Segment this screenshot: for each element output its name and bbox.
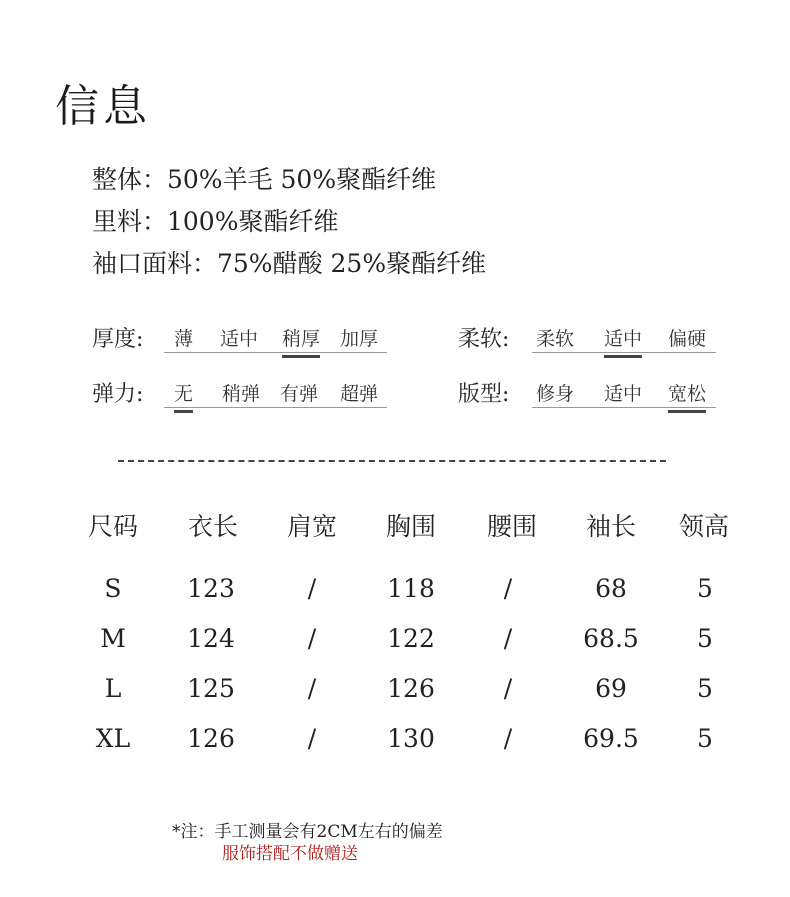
page-title: 信息: [55, 81, 151, 132]
header-length: 衣长: [187, 512, 238, 541]
header-size: 尺码: [87, 512, 138, 541]
rating-option-selected: 适中: [604, 324, 642, 351]
rating-option-selected: 宽松: [668, 379, 706, 406]
rating-option: 薄: [174, 328, 194, 350]
info-line-overall: 整体：50%羊毛 50%聚酯纤维: [92, 165, 437, 194]
rating-label: 弹力:: [92, 382, 144, 407]
measurement-note: *注：手工测量会有2CM左右的偏差: [172, 822, 443, 842]
cell-collar: 5: [697, 574, 713, 603]
accessory-note: 服饰搭配不做赠送: [222, 844, 358, 864]
info-line-lining: 里料：100%聚酯纤维: [92, 207, 339, 236]
cell-shoulder: /: [307, 574, 317, 603]
rating-option: 加厚: [340, 328, 379, 350]
header-collar: 领高: [678, 512, 729, 541]
header-waist: 腰围: [486, 512, 537, 541]
cell-waist: /: [503, 674, 513, 703]
cell-collar: 5: [697, 674, 713, 703]
cell-waist: /: [503, 624, 513, 653]
cell-chest: 122: [387, 624, 435, 653]
cell-collar: 5: [697, 724, 713, 753]
info-line-cuff: 袖口面料：75%醋酸 25%聚酯纤维: [92, 249, 487, 278]
rating-option: 修身: [536, 383, 575, 405]
header-shoulder: 肩宽: [286, 512, 337, 541]
cell-sleeve: 68.5: [583, 624, 639, 653]
rating-option: 稍弹: [222, 383, 261, 405]
cell-chest: 118: [387, 574, 435, 603]
rating-options: [164, 377, 387, 408]
cell-length: 124: [187, 624, 235, 653]
cell-shoulder: /: [307, 674, 317, 703]
cell-size: M: [100, 624, 126, 653]
cell-length: 125: [187, 674, 235, 703]
cell-chest: 130: [387, 724, 435, 753]
rating-option: 适中: [220, 328, 259, 350]
rating-option: 适中: [604, 383, 643, 405]
rating-options: [532, 322, 716, 353]
cell-shoulder: /: [307, 724, 317, 753]
cell-shoulder: /: [307, 624, 317, 653]
cell-waist: /: [503, 574, 513, 603]
header-chest: 胸围: [385, 512, 436, 541]
rating-label: 柔软:: [458, 327, 510, 352]
rating-label: 厚度:: [92, 327, 144, 352]
cell-size: L: [104, 674, 122, 703]
rating-options: [164, 322, 387, 353]
rating-option: 有弹: [280, 383, 319, 405]
cell-collar: 5: [697, 624, 713, 653]
dashed-divider: [118, 460, 666, 462]
rating-option: 超弹: [340, 383, 379, 405]
rating-options: [532, 377, 716, 408]
cell-sleeve: 68: [595, 574, 627, 603]
cell-size: XL: [95, 724, 131, 753]
cell-waist: /: [503, 724, 513, 753]
cell-sleeve: 69: [595, 674, 627, 703]
rating-option-selected: 稍厚: [282, 324, 320, 351]
cell-chest: 126: [387, 674, 435, 703]
cell-sleeve: 69.5: [583, 724, 639, 753]
rating-option: 柔软: [536, 328, 575, 350]
cell-size: S: [104, 574, 122, 603]
rating-option: 偏硬: [668, 328, 707, 350]
cell-length: 123: [187, 574, 235, 603]
rating-label: 版型:: [458, 382, 510, 407]
cell-length: 126: [187, 724, 235, 753]
rating-option-selected: 无: [174, 379, 193, 406]
header-sleeve: 袖长: [585, 512, 636, 541]
